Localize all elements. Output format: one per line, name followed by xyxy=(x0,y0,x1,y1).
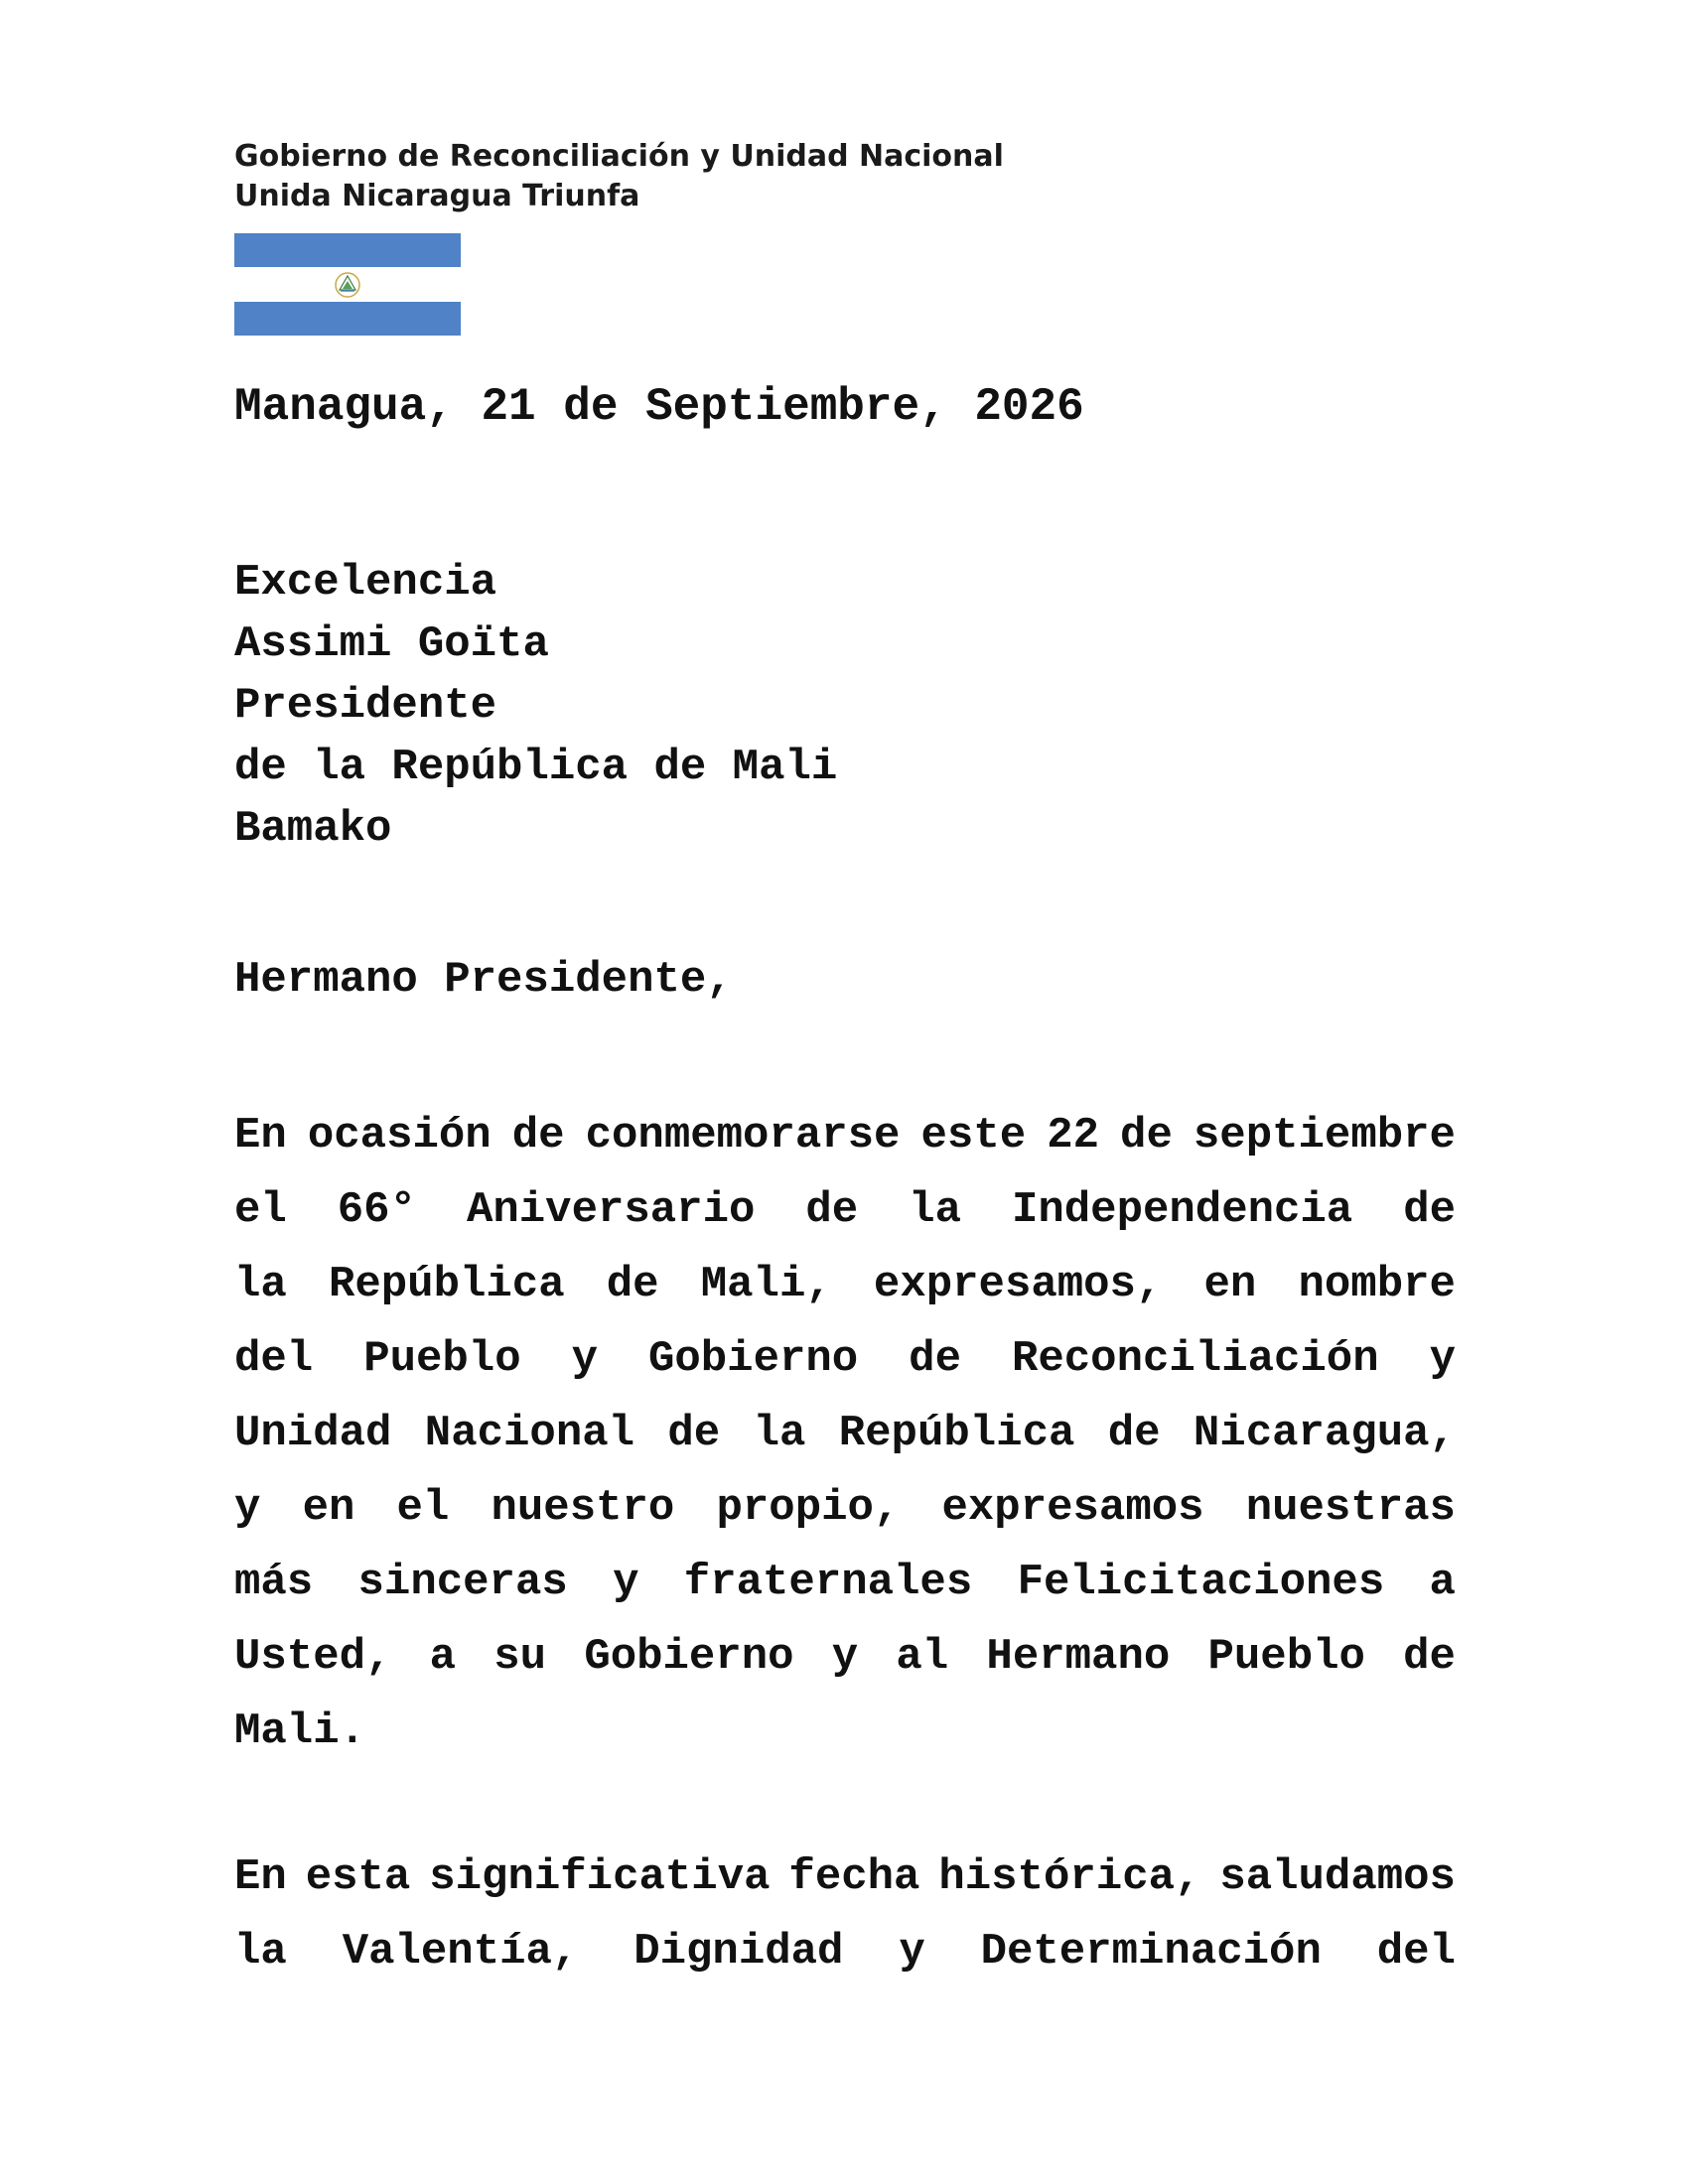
paragraph-word: propio, xyxy=(716,1483,901,1533)
addressee-name: Assimi Goïta xyxy=(234,619,549,669)
paragraph-word: Felicitaciones xyxy=(1017,1558,1385,1607)
paragraph-word: fecha xyxy=(788,1852,920,1902)
paragraph-word: la xyxy=(909,1185,961,1235)
paragraph-word: del xyxy=(234,1334,314,1384)
paragraph-word: de xyxy=(1403,1632,1456,1682)
paragraph-word: Dignidad xyxy=(633,1927,844,1977)
paragraph-line xyxy=(234,1248,1456,1322)
paragraph-word: y xyxy=(234,1483,261,1533)
addressee-block xyxy=(234,552,837,860)
body-paragraph-2 xyxy=(234,1841,1456,1989)
paragraph-word: más xyxy=(234,1558,314,1607)
paragraph-word: el xyxy=(396,1483,450,1533)
paragraph-word: República xyxy=(838,1409,1075,1458)
paragraph-word: Mali. xyxy=(234,1706,366,1756)
paragraph-word: de xyxy=(909,1334,961,1384)
paragraph-word: su xyxy=(493,1632,547,1682)
paragraph-word: el xyxy=(234,1185,287,1235)
paragraph-word: de xyxy=(511,1111,565,1160)
paragraph-word: la xyxy=(234,1260,287,1309)
paragraph-word: 22 xyxy=(1047,1111,1099,1160)
paragraph-word: saludamos xyxy=(1219,1852,1456,1902)
paragraph-line xyxy=(234,1695,1456,1769)
paragraph-word: nuestras xyxy=(1245,1483,1456,1533)
paragraph-word: expresamos xyxy=(941,1483,1204,1533)
flag-bottom-band xyxy=(234,302,461,336)
paragraph-word: de xyxy=(667,1409,721,1458)
paragraph-word: Determinación xyxy=(980,1927,1322,1977)
paragraph-word: histórica, xyxy=(938,1852,1201,1902)
paragraph-line xyxy=(234,1173,1456,1248)
paragraph-line xyxy=(234,1546,1456,1620)
paragraph-word: a xyxy=(1429,1558,1456,1607)
paragraph-word: En xyxy=(234,1111,287,1160)
paragraph-word: República xyxy=(328,1260,565,1309)
paragraph-word: Pueblo xyxy=(363,1334,521,1384)
paragraph-word: Usted, xyxy=(234,1632,392,1682)
paragraph-word: Valentía, xyxy=(342,1927,579,1977)
paragraph-word: Gobierno xyxy=(647,1334,859,1384)
paragraph-word: a xyxy=(429,1632,457,1682)
paragraph-line xyxy=(234,1099,1456,1173)
paragraph-word: y xyxy=(571,1334,598,1384)
paragraph-word: Hermano xyxy=(986,1632,1171,1682)
paragraph-word: sinceras xyxy=(357,1558,568,1607)
paragraph-line xyxy=(234,1915,1456,1989)
paragraph-word: Independencia xyxy=(1011,1185,1353,1235)
paragraph-word: nombre xyxy=(1298,1260,1456,1309)
salutation: Hermano Presidente, xyxy=(234,955,733,1005)
paragraph-word: del xyxy=(1376,1927,1456,1977)
paragraph-word: Gobierno xyxy=(584,1632,794,1682)
body-paragraph-1 xyxy=(234,1099,1456,1769)
paragraph-line xyxy=(234,1322,1456,1397)
paragraph-word: septiembre xyxy=(1193,1111,1456,1160)
paragraph-line xyxy=(234,1841,1456,1915)
paragraph-word: y xyxy=(899,1927,925,1977)
paragraph-word: de xyxy=(1107,1409,1161,1458)
paragraph-word: Reconciliación xyxy=(1011,1334,1379,1384)
paragraph-word: significativa xyxy=(429,1852,771,1902)
paragraph-word: nuestro xyxy=(491,1483,675,1533)
paragraph-word: Nacional xyxy=(424,1409,635,1458)
paragraph-word: la xyxy=(234,1927,287,1977)
letter-date: Managua, 21 de Septiembre, 2026 xyxy=(234,381,1084,433)
paragraph-word: 66° xyxy=(337,1185,416,1235)
paragraph-word: y xyxy=(1429,1334,1456,1384)
paragraph-word: En xyxy=(234,1852,287,1902)
nicaragua-flag-icon xyxy=(234,233,461,336)
paragraph-word: de xyxy=(1120,1111,1173,1160)
coat-of-arms-icon xyxy=(332,270,363,300)
letterhead-government-name: Gobierno de Reconciliación y Unidad Nacional xyxy=(234,139,1004,174)
addressee-country: de la República de Mali xyxy=(234,743,838,792)
paragraph-word: esta xyxy=(305,1852,411,1902)
paragraph-word: y xyxy=(613,1558,639,1607)
paragraph-line xyxy=(234,1397,1456,1471)
addressee-city: Bamako xyxy=(234,804,392,854)
letterhead xyxy=(234,137,1004,216)
paragraph-word: Unidad xyxy=(234,1409,392,1458)
paragraph-line xyxy=(234,1620,1456,1695)
paragraph-word: en xyxy=(1203,1260,1257,1309)
flag-top-band xyxy=(234,233,461,267)
paragraph-word: y xyxy=(831,1632,859,1682)
paragraph-word: conmemorarse xyxy=(585,1111,901,1160)
addressee-honorific: Excelencia xyxy=(234,558,497,608)
paragraph-word: fraternales xyxy=(683,1558,973,1607)
paragraph-word: Aniversario xyxy=(466,1185,756,1235)
paragraph-word: de xyxy=(606,1260,659,1309)
paragraph-word: expresamos, xyxy=(873,1260,1163,1309)
paragraph-word: de xyxy=(1403,1185,1456,1235)
letterhead-slogan: Unida Nicaragua Triunfa xyxy=(234,179,640,213)
paragraph-word: Nicaragua, xyxy=(1193,1409,1456,1458)
paragraph-word: en xyxy=(302,1483,355,1533)
paragraph-word: al xyxy=(896,1632,949,1682)
paragraph-word: Mali, xyxy=(700,1260,832,1309)
paragraph-word: de xyxy=(805,1185,859,1235)
addressee-title: Presidente xyxy=(234,681,497,731)
paragraph-line xyxy=(234,1471,1456,1546)
paragraph-word: la xyxy=(753,1409,806,1458)
paragraph-word: Pueblo xyxy=(1207,1632,1365,1682)
paragraph-word: ocasión xyxy=(307,1111,492,1160)
paragraph-word: este xyxy=(920,1111,1027,1160)
